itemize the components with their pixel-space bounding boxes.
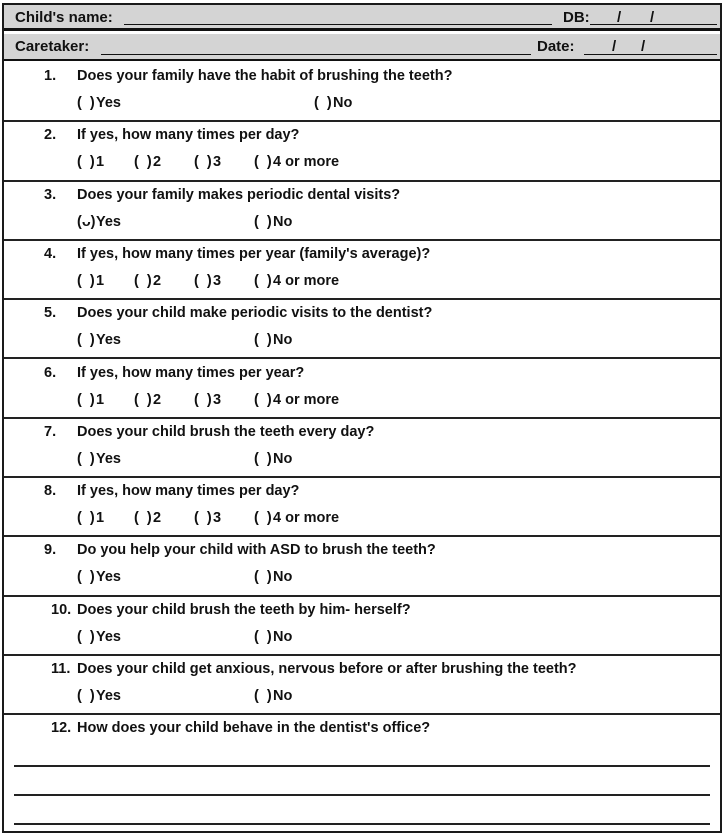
checkbox[interactable]: ( ) [77, 688, 95, 704]
option-label: 3 [213, 391, 222, 408]
question-number: 7. [44, 423, 57, 440]
checkbox[interactable]: (ᴗ) [77, 213, 96, 230]
child-name-label: Child's name: [15, 9, 113, 26]
option-3[interactable] [194, 273, 221, 289]
question-11 [4, 656, 720, 715]
checkbox[interactable]: ( ) [254, 688, 272, 704]
question-number: 3. [44, 186, 57, 203]
question-text: Does your child brush the teeth every day? [77, 423, 375, 440]
checkbox[interactable]: ( ) [77, 450, 95, 467]
question-text: Does your family have the habit of brushing the teeth? [77, 68, 453, 84]
question-number: 6. [44, 364, 57, 381]
checkbox[interactable]: ( ) [77, 332, 95, 349]
option-label: Yes [96, 688, 121, 704]
option-label: 2 [153, 272, 162, 289]
checkbox[interactable]: ( ) [254, 569, 272, 586]
option-2[interactable] [134, 154, 161, 170]
option-1[interactable] [77, 154, 104, 170]
option-label: 3 [213, 154, 222, 171]
option-label: No [273, 450, 293, 467]
option-4-or-more[interactable] [254, 392, 339, 408]
option-label: 1 [96, 510, 105, 527]
checkbox[interactable]: ( ) [254, 332, 272, 349]
option-label: Yes [96, 450, 121, 467]
option-yes[interactable] [77, 451, 121, 467]
question-4 [4, 241, 720, 300]
child-name-field[interactable] [124, 24, 552, 25]
option-4-or-more[interactable] [254, 154, 339, 170]
question-text: Does your child make periodic visits to the dentist? [77, 305, 433, 322]
option-no[interactable] [314, 95, 352, 111]
option-label: 3 [213, 510, 222, 527]
checkbox[interactable]: ( ) [77, 628, 95, 645]
checkbox[interactable]: ( ) [194, 154, 212, 171]
question-number: 4. [44, 245, 57, 262]
question-number: 12. [51, 720, 72, 737]
option-label: No [273, 332, 293, 349]
option-label: Yes [96, 628, 121, 645]
option-yes[interactable] [77, 332, 121, 348]
date-separator-1: / [612, 38, 617, 55]
option-no[interactable] [254, 332, 292, 348]
option-label: Yes [96, 569, 121, 586]
checkbox[interactable]: ( ) [77, 272, 95, 289]
question-text: Do you help your child with ASD to brush the teeth? [77, 542, 436, 559]
checkbox[interactable]: ( ) [77, 510, 95, 527]
checkbox[interactable]: ( ) [254, 272, 272, 289]
question-number: 5. [44, 305, 57, 322]
question-text: Does your child brush the teeth by him- herself? [77, 601, 411, 618]
checkbox[interactable]: ( ) [77, 154, 95, 171]
option-no[interactable] [254, 629, 292, 645]
option-no[interactable] [254, 688, 292, 704]
caretaker-label: Caretaker: [15, 38, 90, 55]
option-yes[interactable] [77, 95, 121, 111]
question-8 [4, 478, 720, 537]
option-no[interactable] [254, 451, 292, 467]
option-1[interactable] [77, 392, 104, 408]
option-3[interactable] [194, 392, 221, 408]
db-separator-1: / [617, 9, 622, 26]
question-12 [4, 715, 720, 805]
option-3[interactable] [194, 154, 221, 170]
caretaker-field[interactable] [101, 54, 531, 55]
question-text: If yes, how many times per year (family's average)? [77, 245, 431, 262]
question-number: 2. [44, 127, 57, 144]
option-no[interactable] [254, 569, 292, 585]
option-label: No [333, 95, 353, 111]
checkbox[interactable]: ( ) [194, 391, 212, 408]
option-label: 4 or more [273, 391, 340, 408]
answer-line-1[interactable] [14, 765, 710, 767]
checkbox[interactable]: ( ) [134, 391, 152, 408]
question-5 [4, 300, 720, 359]
caretaker-row [4, 34, 720, 61]
option-label: No [273, 569, 293, 586]
option-yes[interactable] [77, 214, 121, 230]
option-label: 1 [96, 391, 105, 408]
option-label: 2 [153, 391, 162, 408]
checkbox[interactable]: ( ) [254, 391, 272, 408]
question-number: 10. [51, 601, 72, 618]
checkbox[interactable]: ( ) [254, 213, 272, 230]
date-field[interactable] [584, 54, 717, 55]
checkbox[interactable]: ( ) [254, 154, 272, 171]
checkbox[interactable]: ( ) [77, 391, 95, 408]
checkbox[interactable]: ( ) [254, 628, 272, 645]
option-1[interactable] [77, 510, 104, 526]
option-label: 3 [213, 272, 222, 289]
question-7 [4, 419, 720, 478]
question-number: 1. [44, 68, 57, 84]
option-label: 4 or more [273, 154, 340, 171]
option-label: No [273, 688, 293, 704]
question-number: 11. [51, 661, 71, 677]
question-1 [4, 63, 720, 122]
question-text: Does your child get anxious, nervous before or after brushing the teeth? [77, 661, 577, 677]
question-9 [4, 537, 720, 596]
option-yes[interactable] [77, 688, 121, 704]
option-2[interactable] [134, 273, 161, 289]
checkbox[interactable]: ( ) [254, 510, 272, 527]
date-separator-2: / [641, 38, 646, 55]
checkbox[interactable]: ( ) [254, 450, 272, 467]
option-yes[interactable] [77, 569, 121, 585]
question-2 [4, 122, 720, 181]
checkbox[interactable]: ( ) [134, 154, 152, 171]
option-label: Yes [96, 213, 121, 230]
option-yes[interactable] [77, 629, 121, 645]
checkbox[interactable]: ( ) [134, 272, 152, 289]
date-label: Date: [537, 38, 575, 55]
option-label: Yes [96, 332, 121, 349]
answer-line-3[interactable] [14, 823, 710, 825]
question-number: 9. [44, 542, 57, 559]
option-label: No [273, 213, 293, 230]
checkbox[interactable]: ( ) [134, 510, 152, 527]
answer-line-2[interactable] [14, 794, 710, 796]
option-label: 4 or more [273, 272, 340, 289]
option-3[interactable] [194, 510, 221, 526]
option-no[interactable] [254, 214, 292, 230]
db-label: DB: [563, 9, 590, 26]
option-label: No [273, 628, 293, 645]
option-label: 2 [153, 154, 162, 171]
option-2[interactable] [134, 392, 161, 408]
option-label: 1 [96, 154, 105, 171]
option-label: 1 [96, 272, 105, 289]
checkbox[interactable]: ( ) [194, 510, 212, 527]
option-label: Yes [96, 95, 121, 111]
question-text: How does your child behave in the dentist's office? [77, 720, 431, 737]
option-2[interactable] [134, 510, 161, 526]
option-label: 4 or more [273, 510, 340, 527]
question-text: If yes, how many times per year? [77, 364, 305, 381]
question-10 [4, 597, 720, 656]
checkbox[interactable]: ( ) [77, 95, 95, 111]
question-number: 8. [44, 483, 57, 500]
checkbox[interactable]: ( ) [314, 95, 332, 111]
question-6 [4, 360, 720, 419]
question-text: If yes, how many times per day? [77, 127, 300, 144]
questionnaire-form [2, 3, 722, 833]
option-1[interactable] [77, 273, 104, 289]
checkbox[interactable]: ( ) [77, 569, 95, 586]
question-text: Does your family makes periodic dental visits? [77, 186, 401, 203]
checkbox[interactable]: ( ) [194, 272, 212, 289]
db-separator-2: / [650, 9, 655, 26]
option-4-or-more[interactable] [254, 273, 339, 289]
question-text: If yes, how many times per day? [77, 483, 300, 500]
option-label: 2 [153, 510, 162, 527]
child-info-row [4, 5, 720, 31]
question-3 [4, 182, 720, 241]
option-4-or-more[interactable] [254, 510, 339, 526]
